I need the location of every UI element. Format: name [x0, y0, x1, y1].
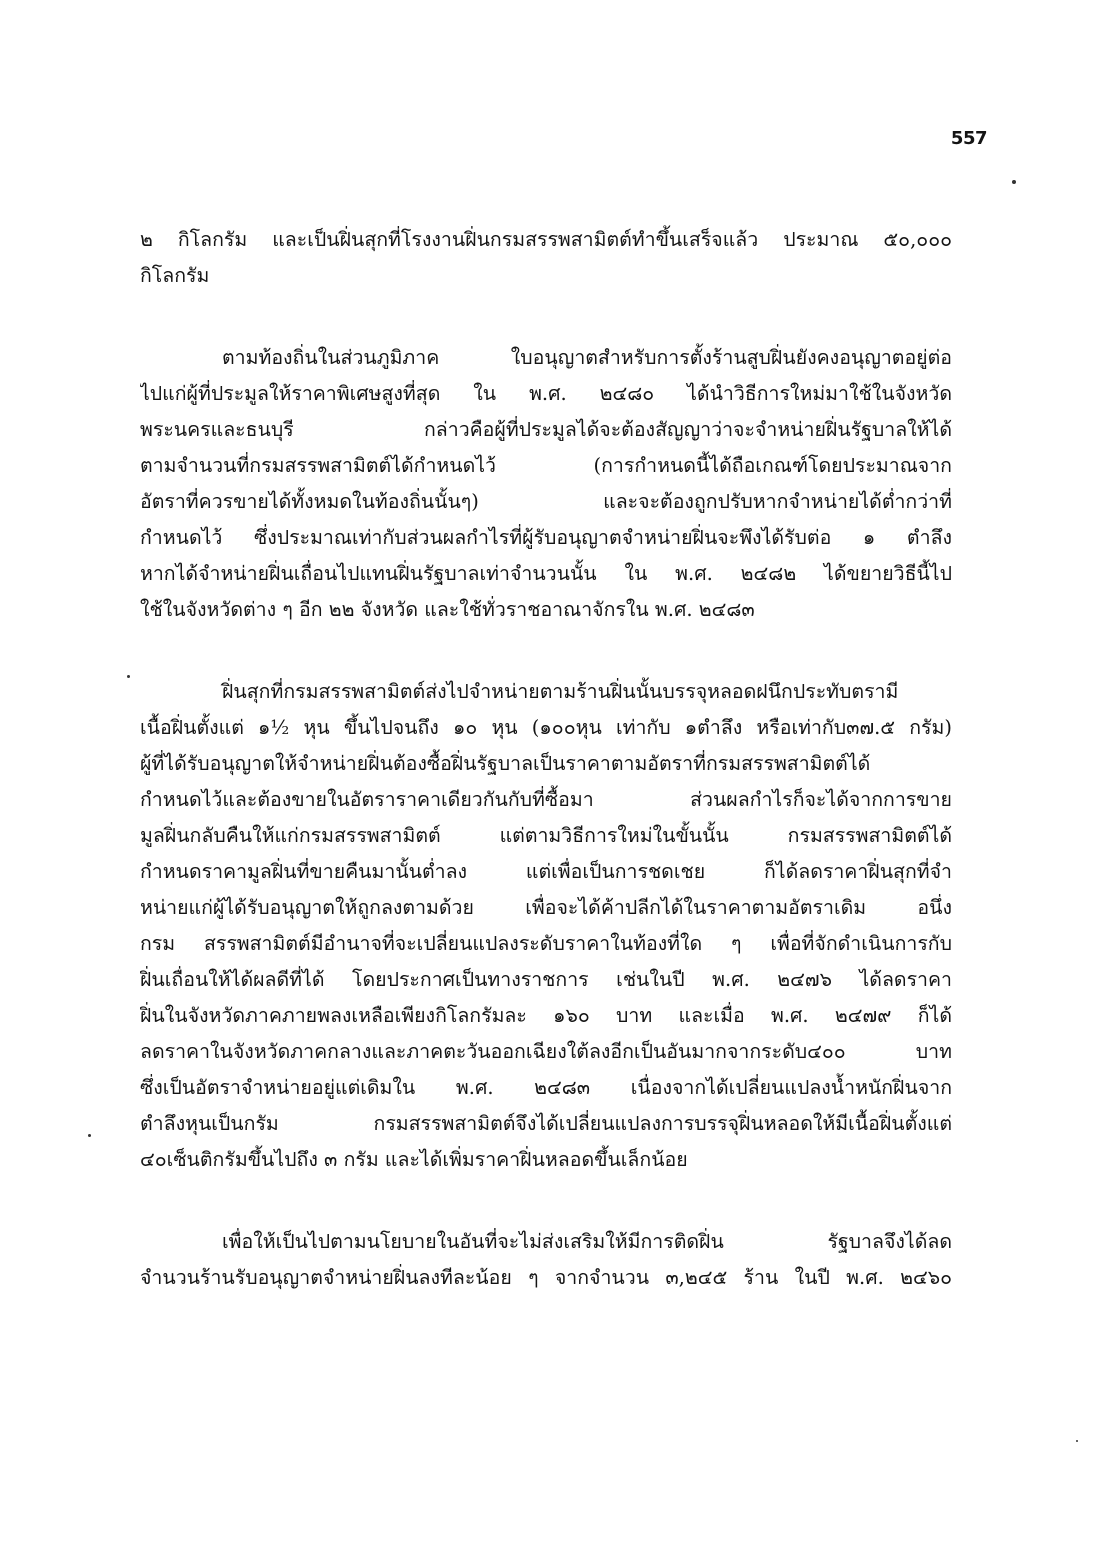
- paragraph-1: [140, 222, 952, 294]
- page-number: 557: [950, 128, 987, 149]
- paragraph-3: [140, 674, 952, 1178]
- scan-speck: [127, 675, 130, 678]
- text-line: ฝิ่นสุกที่กรมสรรพสามิตต์ส่งไปจำหน่ายตามร้านฝิ่นนั้นบรรจุหลอดฝนึกประทับตรามี: [222, 680, 899, 703]
- scan-speck: [1076, 1440, 1078, 1442]
- text-line: ตามจำนวนที่กรมสรรพสามิตต์ได้กำหนดไว้ (การกำหนดนี้ได้ถือเกณฑ์โดยประมาณจาก: [140, 454, 952, 477]
- text-line: ฝิ่นในจังหวัดภาคภายพลงเหลือเพียงกิโลกรัมละ ๑๖๐ บาท และเมื่อ พ.ศ. ๒๔๗๙ ก็ได้: [140, 1004, 952, 1027]
- text-line: เพื่อให้เป็นไปตามนโยบายในอันที่จะไม่ส่งเสริมให้มีการติดฝิ่น รัฐบาลจึงได้ลด: [222, 1230, 952, 1253]
- text-line: ๔๐เซ็นติกรัมขึ้นไปถึง ๓ กรัม และได้เพิ่มราคาฝิ่นหลอดขึ้นเล็กน้อย: [140, 1148, 688, 1171]
- text-line: ฝิ่นเถื่อนให้ได้ผลดีที่ได้ โดยประกาศเป็นทางราชการ เช่นในปี พ.ศ. ๒๔๗๖ ได้ลดราคา: [140, 968, 952, 991]
- text-line: ซึ่งเป็นอัตราจำหน่ายอยู่แต่เดิมใน พ.ศ. ๒๔๘๓ เนื่องจากได้เปลี่ยนแปลงน้ำหนักฝิ่นจาก: [140, 1076, 952, 1099]
- text-line: ตามท้องถิ่นในส่วนภูมิภาค ใบอนุญาตสำหรับการตั้งร้านสูบฝิ่นยังคงอนุญาตอยู่ต่อ: [222, 346, 952, 369]
- text-line: กำหนดไว้และต้องขายในอัตราราคาเดียวกันกับที่ซื้อมา ส่วนผลกำไรก็จะได้จากการขาย: [140, 788, 952, 811]
- paragraph-gap: [140, 1178, 952, 1224]
- text-line: มูลฝิ่นกลับคืนให้แก่กรมสรรพสามิตต์ แต่ตามวิธีการใหม่ในขั้นนั้น กรมสรรพสามิตต์ได้: [140, 824, 952, 847]
- text-line: กรม สรรพสามิตต์มีอำนาจที่จะเปลี่ยนแปลงระดับราคาในท้องที่ใด ๆ เพื่อที่จักดำเนินการกับ: [140, 932, 952, 955]
- text-line: กำหนดไว้ ซึ่งประมาณเท่ากับส่วนผลกำไรที่ผู้รับอนุญาตจำหน่ายฝิ่นจะพึงได้รับต่อ ๑ ตำลึง: [140, 526, 952, 549]
- text-line: จำนวนร้านรับอนุญาตจำหน่ายฝิ่นลงทีละน้อย ๆ จากจำนวน ๓,๒๔๕ ร้าน ในปี พ.ศ. ๒๔๖๐: [140, 1266, 952, 1289]
- paragraph-gap: [140, 628, 952, 674]
- text-line: ไปแก่ผู้ที่ประมูลให้ราคาพิเศษสูงที่สุด ใน พ.ศ. ๒๔๘๐ ได้นำวิธีการใหม่มาใช้ในจังหวัด: [140, 382, 952, 405]
- text-line: ผู้ที่ได้รับอนุญาตให้จำหน่ายฝิ่นต้องซื้อฝิ่นรัฐบาลเป็นราคาตามอัตราที่กรมสรรพสามิตต์ได้: [140, 752, 871, 775]
- text-line: หากได้จำหน่ายฝิ่นเถื่อนไปแทนฝิ่นรัฐบาลเท่าจำนวนนั้น ใน พ.ศ. ๒๔๘๒ ได้ขยายวิธีนี้ไป: [140, 562, 952, 585]
- scan-speck: [1012, 180, 1016, 184]
- paragraph-2: [140, 340, 952, 628]
- text-line: ๒ กิโลกรัม และเป็นฝิ่นสุกที่โรงงานฝิ่นกรมสรรพสามิตต์ทำขึ้นเสร็จแล้ว ประมาณ ๕๐,๐๐๐: [140, 228, 952, 251]
- scan-speck: [88, 1134, 91, 1137]
- paragraph-gap: [140, 294, 952, 340]
- text-line: พระนครและธนบุรี กล่าวคือผู้ที่ประมูลได้จะต้องสัญญาว่าจะจำหน่ายฝิ่นรัฐบาลให้ได้: [140, 418, 952, 441]
- body-text: [140, 222, 952, 1296]
- text-line: เนื้อฝิ่นตั้งแต่ ๑½ หุน ขึ้นไปจนถึง ๑๐ หุน (๑๐๐หุน เท่ากับ ๑ตำลึง หรือเท่ากับ๓๗.๕ กรัม): [140, 716, 952, 739]
- text-line: ใช้ในจังหวัดต่าง ๆ อีก ๒๒ จังหวัด และใช้ทั่วราชอาณาจักรใน พ.ศ. ๒๔๘๓: [140, 598, 755, 621]
- text-line: กิโลกรัม: [140, 264, 210, 287]
- paragraph-4: [140, 1224, 952, 1296]
- text-line: อัตราที่ควรขายได้ทั้งหมดในท้องถิ่นนั้นๆ) และจะต้องถูกปรับหากจำหน่ายได้ต่ำกว่าที่: [140, 490, 952, 513]
- text-line: กำหนดราคามูลฝิ่นที่ขายคืนมานั้นต่ำลง แต่เพื่อเป็นการชดเชย ก็ได้ลดราคาฝิ่นสุกที่จำ: [140, 860, 952, 883]
- text-line: ตำลึงหุนเป็นกรัม กรมสรรพสามิตต์จึงได้เปลี่ยนแปลงการบรรจุฝิ่นหลอดให้มีเนื้อฝิ่นตั้งแต่: [140, 1112, 952, 1135]
- text-line: หน่ายแก่ผู้ได้รับอนุญาตให้ถูกลงตามด้วย เพื่อจะได้ค้าปลีกได้ในราคาตามอัตราเดิม อนึ่ง: [140, 896, 952, 919]
- text-line: ลดราคาในจังหวัดภาคกลางและภาคตะวันออกเฉียงใต้ลงอีกเป็นอันมากจากระดับ๔๐๐ บาท: [140, 1040, 952, 1063]
